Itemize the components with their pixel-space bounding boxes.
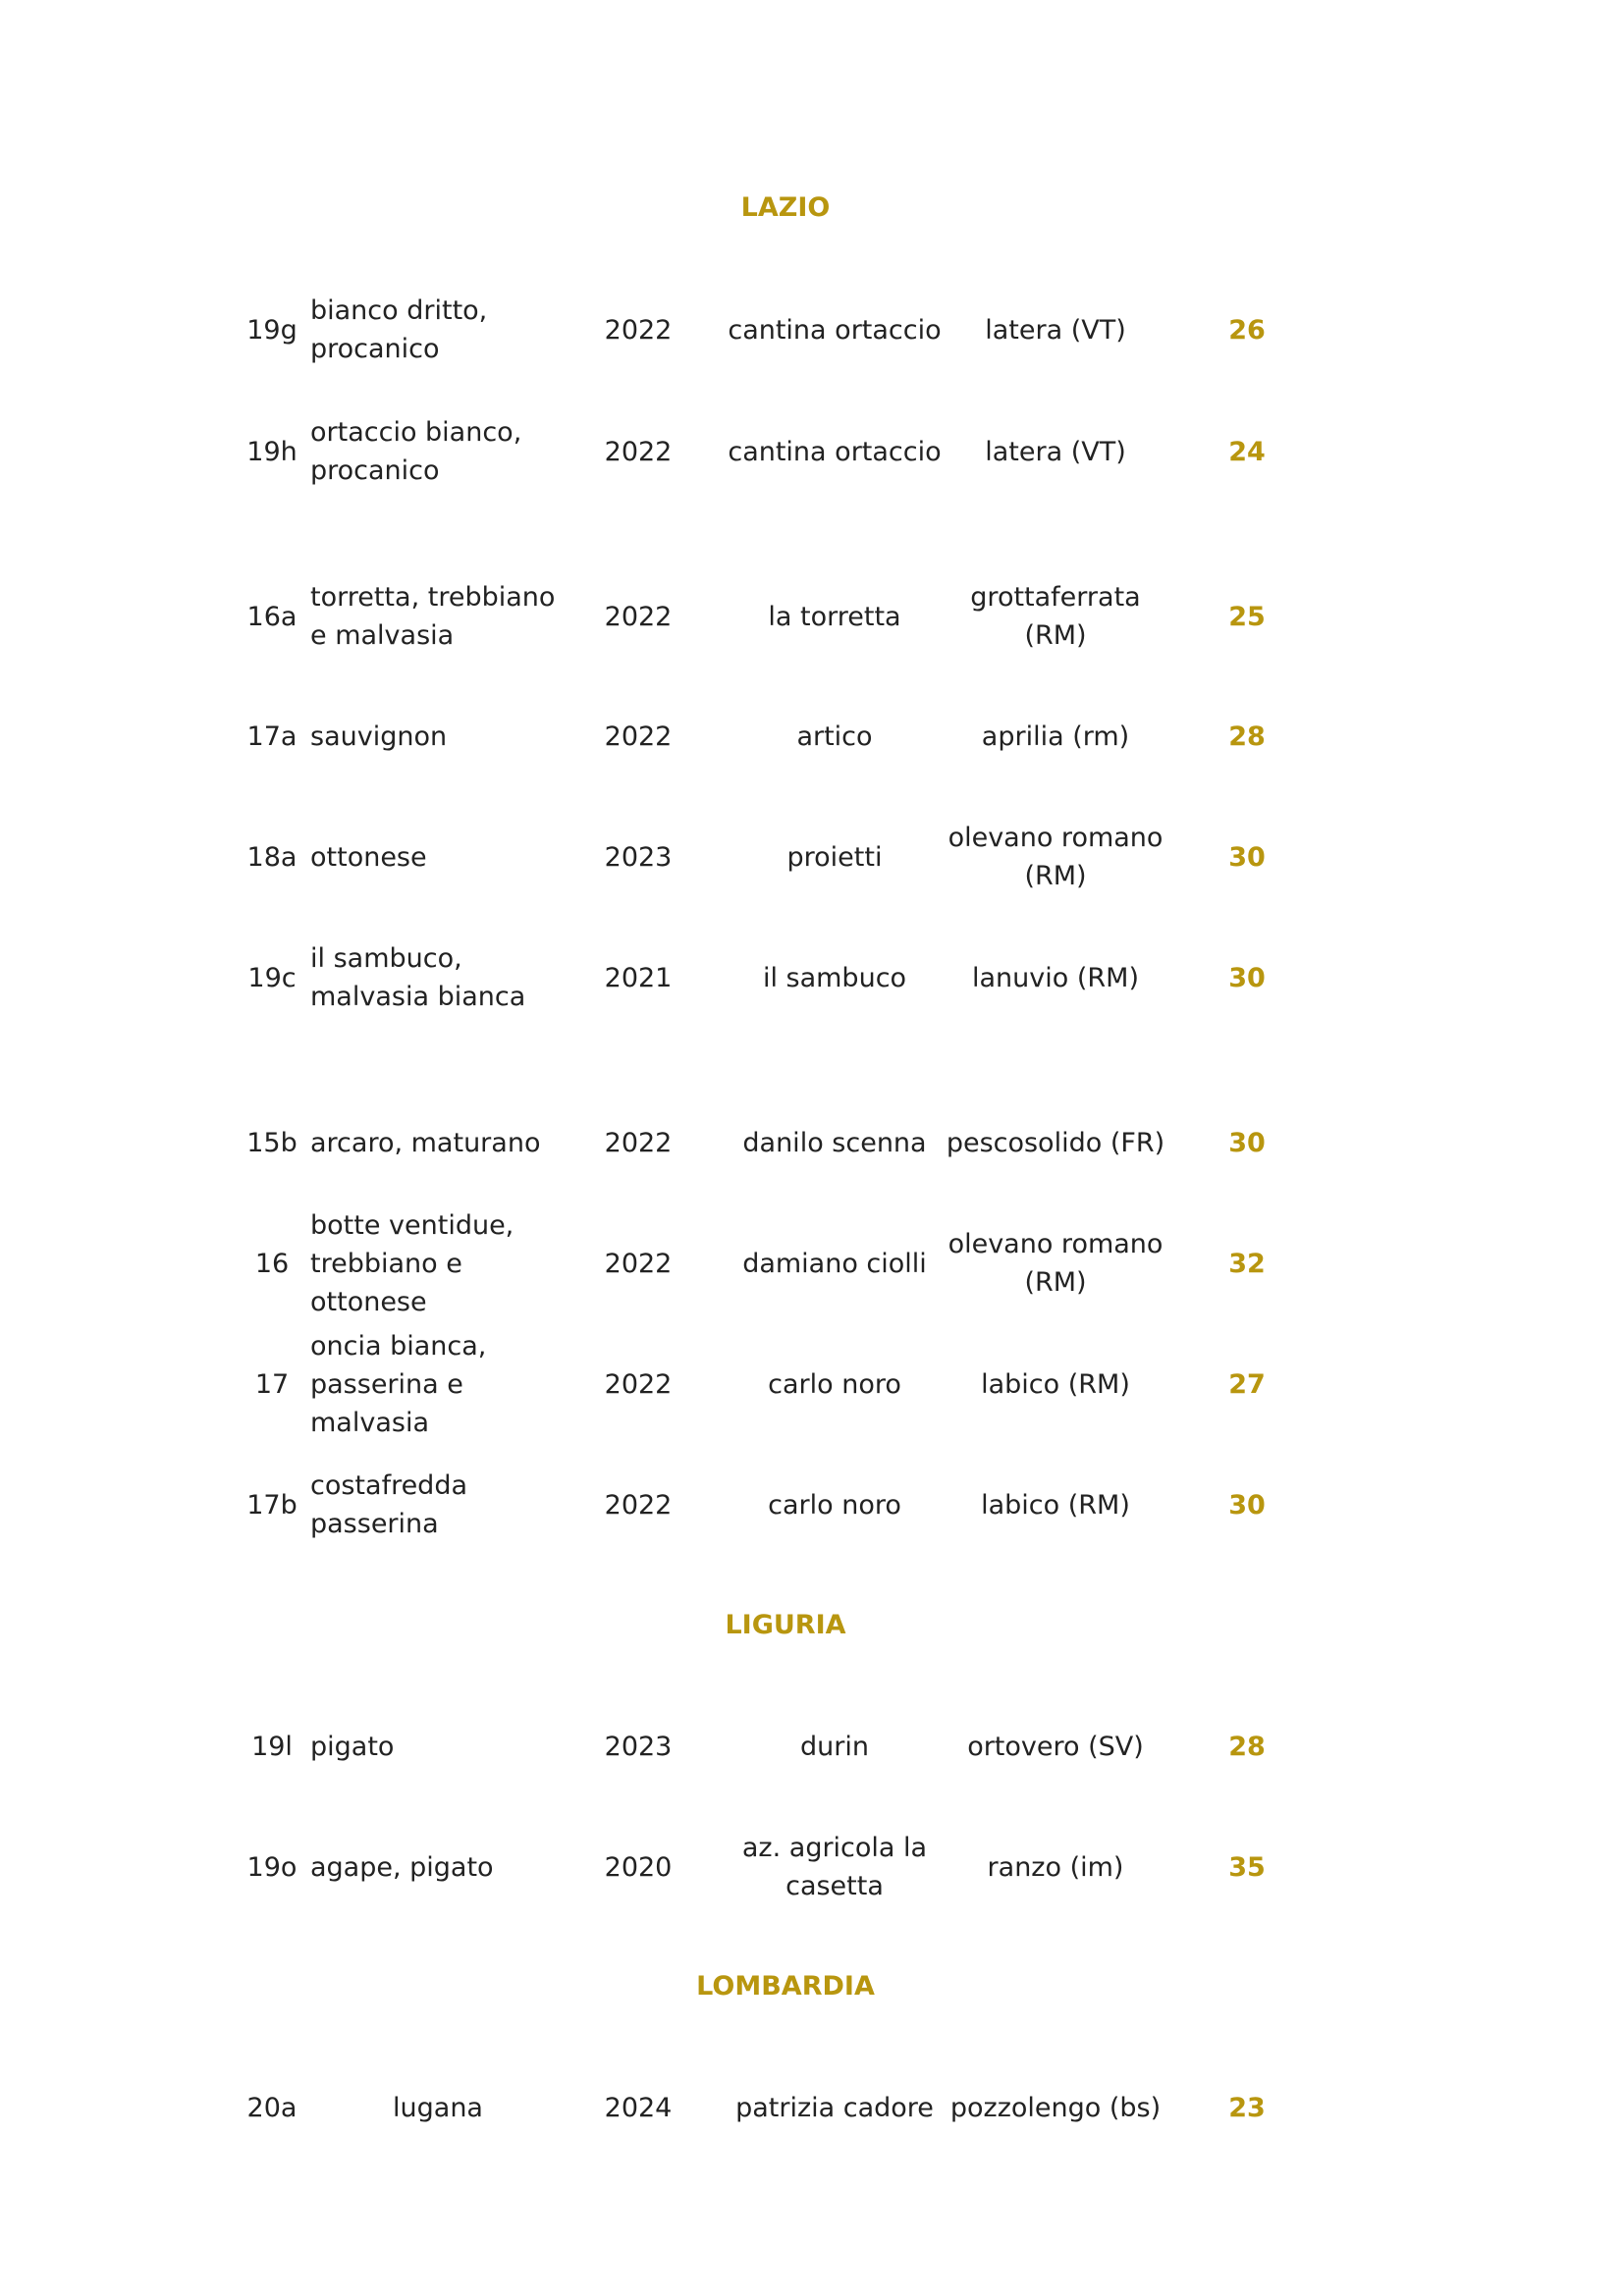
wine-code: 20a — [246, 2092, 298, 2123]
wine-name: oncia bianca, passerina e malvasia — [310, 1330, 487, 1438]
wine-producer: damiano ciolli — [742, 1248, 927, 1279]
wine-code: 19c — [247, 962, 297, 993]
wine-price: 30 — [1228, 841, 1266, 873]
wine-price: 23 — [1228, 2092, 1266, 2123]
wine-code: 19h — [246, 436, 298, 467]
wine-name: costafredda passerina — [310, 1470, 468, 1539]
wine-row — [0, 1697, 1624, 1795]
wine-year: 2023 — [604, 841, 673, 873]
wine-location: lanuvio (RM) — [972, 962, 1139, 993]
wine-code: 17a — [246, 721, 298, 752]
wine-price: 26 — [1228, 314, 1266, 346]
wine-code: 19o — [246, 1851, 298, 1883]
wine-row — [0, 1818, 1624, 1916]
wine-row — [0, 402, 1624, 501]
wine-code: 15b — [246, 1127, 298, 1158]
wine-name: agape, pigato — [310, 1851, 494, 1883]
wine-name: il sambuco, malvasia bianca — [310, 943, 526, 1012]
wine-location: olevano romano (RM) — [947, 1229, 1164, 1298]
wine-year: 2022 — [604, 1127, 673, 1158]
wine-name: botte ventidue, trebbiano e ottonese — [310, 1209, 514, 1317]
wine-row — [0, 567, 1624, 666]
wine-code: 19l — [251, 1731, 293, 1762]
wine-row — [0, 281, 1624, 379]
wine-producer: il sambuco — [762, 962, 907, 993]
wine-name: lugana — [393, 2092, 483, 2123]
wine-year: 2022 — [604, 436, 673, 467]
wine-price: 28 — [1228, 721, 1266, 752]
wine-year: 2020 — [604, 1851, 673, 1883]
wine-name: bianco dritto, procanico — [310, 295, 488, 364]
wine-code: 16 — [254, 1248, 290, 1279]
wine-producer: az. agricola la casetta — [741, 1833, 928, 1901]
wine-name: sauvignon — [310, 721, 448, 752]
wine-price: 25 — [1228, 601, 1266, 632]
wine-price: 30 — [1228, 1127, 1266, 1158]
wine-price: 28 — [1228, 1731, 1266, 1762]
wine-location: labico (RM) — [981, 1368, 1130, 1400]
wine-location: latera (VT) — [985, 314, 1126, 346]
wine-year: 2022 — [604, 1368, 673, 1400]
section-title-liguria: LIGURIA — [725, 1610, 846, 1640]
wine-row — [0, 1456, 1624, 1554]
wine-price: 24 — [1228, 436, 1266, 467]
wine-year: 2024 — [604, 2092, 673, 2123]
wine-code: 17b — [246, 1489, 298, 1521]
wine-row — [0, 687, 1624, 785]
wine-year: 2022 — [604, 601, 673, 632]
wine-row — [0, 929, 1624, 1027]
wine-producer: carlo noro — [768, 1489, 901, 1521]
wine-location: ranzo (im) — [987, 1851, 1124, 1883]
wine-code: 17 — [254, 1368, 290, 1400]
wine-location: latera (VT) — [985, 436, 1126, 467]
wine-location: grottaferrata (RM) — [970, 582, 1141, 651]
wine-producer: danilo scenna — [742, 1127, 927, 1158]
wine-producer: artico — [796, 721, 873, 752]
wine-price: 35 — [1228, 1851, 1266, 1883]
wine-name: pigato — [310, 1731, 395, 1762]
wine-location: olevano romano (RM) — [947, 823, 1164, 891]
wine-location: pescosolido (FR) — [946, 1127, 1165, 1158]
wine-year: 2022 — [604, 314, 673, 346]
wine-location: aprilia (rm) — [981, 721, 1130, 752]
wine-producer: la torretta — [768, 601, 901, 632]
wine-row — [0, 1209, 1624, 1317]
wine-row — [0, 1094, 1624, 1192]
wine-location: labico (RM) — [981, 1489, 1130, 1521]
section-title-lazio: LAZIO — [740, 192, 831, 223]
wine-name: arcaro, maturano — [310, 1127, 541, 1158]
wine-row — [0, 2058, 1624, 2157]
section-title-lombardia: LOMBARDIA — [696, 1971, 875, 2002]
wine-producer: patrizia cadore — [735, 2092, 934, 2123]
wine-row — [0, 1330, 1624, 1438]
wine-producer: carlo noro — [768, 1368, 901, 1400]
wine-code: 18a — [246, 841, 298, 873]
wine-code: 19g — [246, 314, 298, 346]
wine-code: 16a — [246, 601, 298, 632]
wine-year: 2023 — [604, 1731, 673, 1762]
wine-year: 2021 — [604, 962, 673, 993]
wine-price: 27 — [1228, 1368, 1266, 1400]
wine-producer: cantina ortaccio — [728, 436, 942, 467]
wine-producer: proietti — [786, 841, 883, 873]
wine-producer: cantina ortaccio — [728, 314, 942, 346]
wine-row — [0, 808, 1624, 906]
wine-price: 30 — [1228, 1489, 1266, 1521]
wine-location: pozzolengo (bs) — [949, 2092, 1162, 2123]
wine-name: ottonese — [310, 841, 427, 873]
wine-name: ortaccio bianco, procanico — [310, 417, 522, 486]
wine-producer: durin — [800, 1731, 869, 1762]
wine-year: 2022 — [604, 1248, 673, 1279]
wine-year: 2022 — [604, 721, 673, 752]
wine-year: 2022 — [604, 1489, 673, 1521]
wine-name: torretta, trebbiano e malvasia — [310, 582, 556, 651]
wine-location: ortovero (SV) — [967, 1731, 1144, 1762]
wine-price: 32 — [1228, 1248, 1266, 1279]
wine-price: 30 — [1228, 962, 1266, 993]
